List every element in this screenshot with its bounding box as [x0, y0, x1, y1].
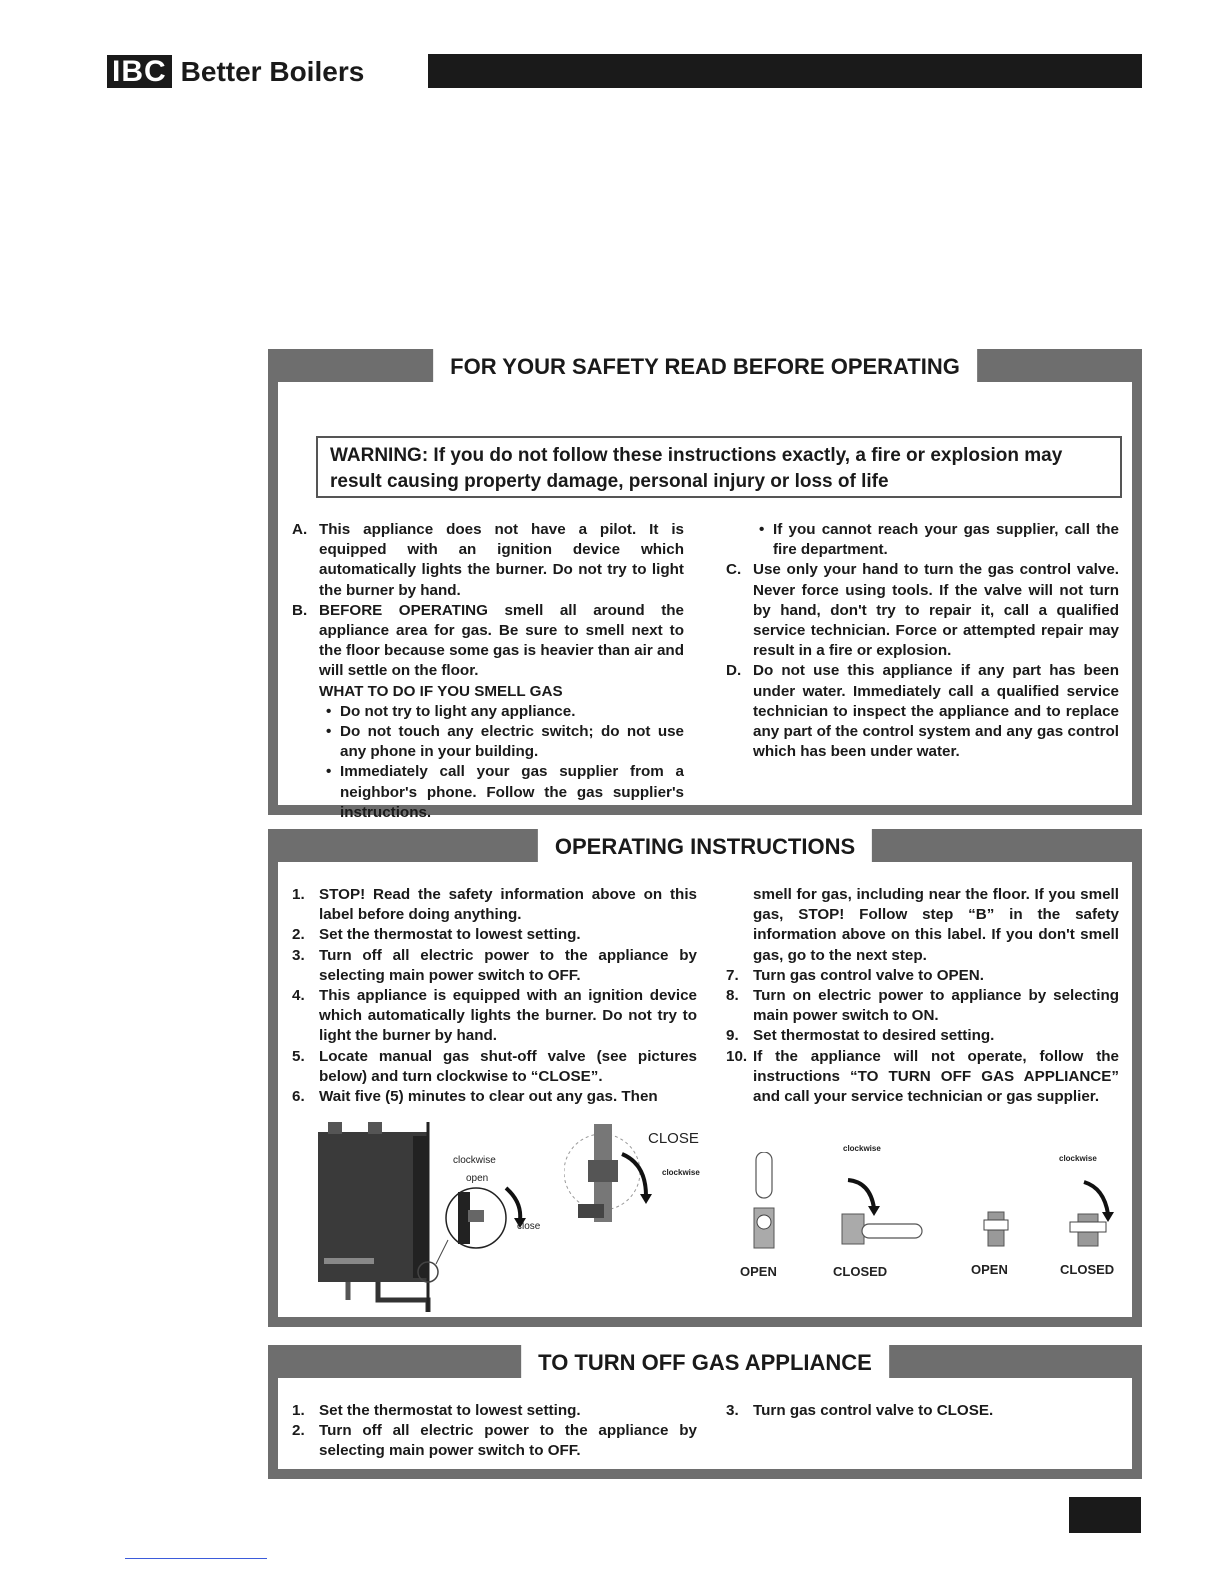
valve-open-caption: OPEN: [740, 1264, 777, 1279]
step-text: Locate manual gas shut-off valve (see pictures below) and turn clockwise to “CLOSE”.: [319, 1047, 697, 1085]
operating-step: [292, 885, 697, 925]
clockwise-arrow-icon: [1084, 1182, 1108, 1214]
boiler-illustration: [308, 1122, 541, 1312]
brand-name: Better Boilers: [180, 55, 365, 87]
step-text: STOP! Read the safety information above on this label before doing anything.: [319, 886, 697, 924]
turnoff-step: [292, 1421, 697, 1461]
step-text: Turn on electric power to appliance by selecting main power switch to ON.: [753, 987, 1119, 1025]
operating-panel-body: [278, 862, 1132, 1317]
step-number: 2.: [292, 926, 305, 944]
operating-right-column: [726, 885, 1119, 1107]
operating-step: [292, 925, 697, 945]
operating-step: [292, 946, 697, 986]
turnoff-right-column: [726, 1401, 1119, 1421]
valve-handle-open: [756, 1152, 772, 1198]
ball-valve-clockwise-caption: clockwise: [843, 1144, 881, 1153]
safety-item-b: [292, 601, 684, 682]
operating-step: [726, 1026, 1119, 1046]
step-text: Set the thermostat to lowest setting.: [319, 926, 581, 944]
safety-item-label: D.: [726, 662, 742, 680]
safety-item-c: [726, 560, 1119, 661]
operating-step: [726, 1047, 1119, 1108]
page-number-box: [1069, 1497, 1141, 1533]
safety-item-label: A.: [292, 521, 308, 538]
operating-panel: [268, 829, 1142, 1327]
step-number: 6.: [292, 1088, 305, 1106]
step-number: 7.: [726, 966, 739, 984]
turnoff-left-column: [292, 1401, 697, 1462]
step-text: Set the thermostat to lowest setting.: [319, 1402, 581, 1419]
step-text: Turn gas control valve to OPEN.: [753, 966, 984, 984]
brand-header: [107, 55, 364, 88]
turnoff-panel: [268, 1345, 1142, 1479]
safety-right-column: [726, 520, 1119, 762]
turnoff-step: [726, 1401, 1119, 1421]
clockwise-arrow-icon: [848, 1180, 874, 1208]
operating-step: [292, 1047, 697, 1087]
step-number: 3.: [292, 946, 305, 964]
operating-title: OPERATING INSTRUCTIONS: [538, 829, 872, 865]
bullet-text: Immediately call your gas supplier from a neighbor's phone. Follow the gas supplier's instructions.: [340, 763, 684, 821]
step-text: If the appliance will not operate, follow the instructions “TO TURN OFF GAS APPLIANCE” and call your service technician or gas supplier.: [753, 1047, 1119, 1106]
bullet-text: If you cannot reach your gas supplier, call the fire department.: [773, 521, 1119, 559]
turnoff-title: TO TURN OFF GAS APPLIANCE: [521, 1345, 889, 1381]
step-number: 8.: [726, 987, 739, 1005]
step-number: 2.: [292, 1422, 305, 1440]
brand-logo: IBC: [107, 55, 172, 88]
safety-item-label: C.: [726, 561, 742, 579]
operating-step-continued: [726, 885, 1119, 966]
step-text: smell for gas, including near the floor. If you smell gas, STOP! Follow step “B” in the safety information above on this label. If you don't smell gas, go to the next step.: [753, 886, 1119, 964]
operating-step: [726, 986, 1119, 1026]
step-text: Set thermostat to desired setting.: [753, 1027, 995, 1045]
step-number: 1.: [292, 1402, 305, 1419]
safety-title: FOR YOUR SAFETY READ BEFORE OPERATING: [433, 349, 977, 385]
step-text: Turn off all electric power to the appliance by selecting main power switch to OFF.: [319, 946, 697, 984]
valve-handle-closed: [862, 1224, 922, 1238]
smell-gas-bullet: • Immediately call your gas supplier from a neighbor's phone. Follow the gas supplier's instructions.: [292, 762, 684, 823]
boiler-close-caption: close: [517, 1221, 541, 1232]
turnoff-step: [292, 1401, 697, 1421]
warning-box: WARNING: If you do not follow these instructions exactly, a fire or explosion may result causing property damage, personal injury or loss of life: [316, 436, 1122, 498]
operating-step: [726, 966, 1119, 986]
step-number: 3.: [726, 1402, 739, 1419]
operating-left-column: [292, 885, 697, 1107]
valve-close-caption: CLOSE: [648, 1130, 699, 1147]
valve-closed-caption: CLOSED: [1060, 1262, 1115, 1277]
step-number: 4.: [292, 987, 305, 1005]
safety-item-a: [292, 520, 684, 601]
operating-step: [292, 1087, 697, 1107]
ball-valve-clockwise-caption: clockwise: [1059, 1154, 1097, 1163]
step-text: Turn off all electric power to the appliance by selecting main power switch to OFF.: [319, 1422, 697, 1460]
step-number: 5.: [292, 1047, 305, 1065]
boiler-clockwise-caption: clockwise: [453, 1155, 496, 1166]
step-number: 9.: [726, 1027, 739, 1045]
safety-panel-body: [278, 382, 1132, 821]
smell-gas-bullet: • Do not try to light any appliance.: [292, 702, 684, 722]
step-text: Wait five (5) minutes to clear out any gas. Then: [319, 1088, 658, 1106]
safety-panel: [268, 349, 1142, 821]
clockwise-arrow-icon: [506, 1188, 520, 1220]
ball-valves-illustration: [748, 1152, 1128, 1262]
boiler-open-caption: open: [466, 1173, 489, 1184]
valve-clockwise-caption: clockwise: [662, 1168, 700, 1177]
step-number: 10.: [726, 1047, 748, 1065]
smell-gas-heading: WHAT TO DO IF YOU SMELL GAS: [319, 682, 563, 700]
bullet-text: Do not try to light any appliance.: [340, 702, 576, 720]
safety-item-text: This appliance does not have a pilot. It is equipped with an ignition device which automatically lights the burner. Do not try to light the burner by hand.: [319, 521, 684, 599]
step-text: Turn gas control valve to CLOSE.: [753, 1402, 994, 1419]
safety-item-d: [726, 661, 1119, 762]
bullet-text: Do not touch any electric switch; do not use any phone in your building.: [340, 723, 684, 761]
safety-item-text: Use only your hand to turn the gas control valve. Never force using tools. If the valve will not turn by hand, don't try to repair it, call a qualified service technician. Force or attempted repair may result in a fire or explosion.: [753, 561, 1119, 660]
valve-open-caption: OPEN: [971, 1262, 1008, 1277]
turnoff-panel-body: [278, 1378, 1132, 1469]
operating-step: [292, 986, 697, 1047]
step-number: 1.: [292, 886, 305, 903]
safety-left-column: [292, 520, 684, 823]
step-text: This appliance is equipped with an ignition device which automatically lights the burner. Do not try to light the burner by hand.: [319, 987, 697, 1045]
footer-link-line: [125, 1558, 267, 1559]
smell-gas-bullet: • If you cannot reach your gas supplier, call the fire department.: [726, 520, 1119, 560]
header-bar: [428, 54, 1142, 88]
clockwise-arrow-icon: [622, 1154, 646, 1196]
safety-item-text: Do not use this appliance if any part has been under water. Immediately call a qualified service technician to inspect the appliance and to replace any part of the control system and any gas control which has been under water.: [753, 662, 1119, 761]
valve-closed-caption: CLOSED: [833, 1264, 888, 1279]
safety-item-label: B.: [292, 601, 308, 619]
smell-gas-bullet: • Do not touch any electric switch; do not use any phone in your building.: [292, 722, 684, 762]
safety-item-text: BEFORE OPERATING smell all around the appliance area for gas. Be sure to smell next to the floor because some gas is heavier than air and will settle on the floor.: [319, 601, 684, 680]
